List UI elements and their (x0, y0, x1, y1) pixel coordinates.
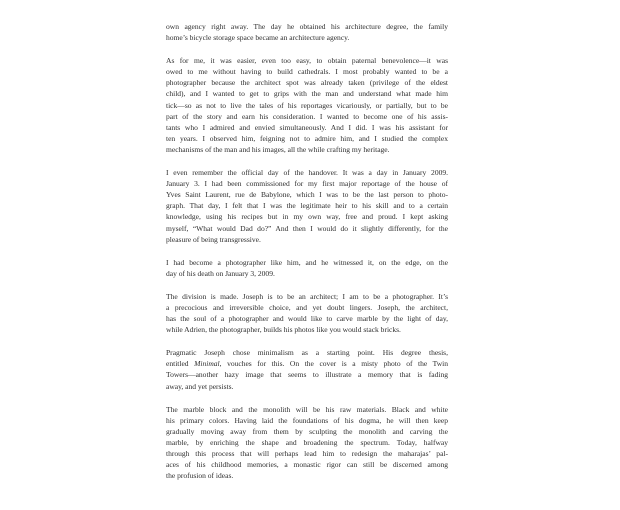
text-line: The division is made. Joseph is to be an architect; I am to be a photographer. It’s (166, 291, 448, 301)
text-line: Yves Saint Laurent, rue de Babylone, which I was to be the last person to photo- (166, 190, 448, 200)
text-line: away, and yet persists. (166, 381, 234, 391)
text-line: part of the story and earn his consideration. I wanted to become one of his assis- (166, 111, 448, 121)
text-line: aces of his childhood memories, a monastic rigor can still be discerned among (166, 460, 448, 470)
text-line: myself, “What would Dad do?” And then I would do it slightly differently, for the (166, 223, 448, 233)
text-line: the profusion of ideas. (166, 471, 234, 481)
text-line: January 3. I had been commissioned for my first major reportage of the house of (166, 179, 448, 189)
text-line: graph. That day, I felt that I was the legitimate heir to his skill and to a certain (166, 201, 448, 211)
paragraph (166, 257, 448, 279)
paragraph (166, 291, 448, 335)
text-line: child), and I wanted to get to grips with the man and understand what made him (166, 89, 448, 99)
text-line: a precocious and irreversible choice, and yet doubt lingers. Joseph, the architect, (166, 302, 448, 312)
text-line: marble, by enriching the shape and broadening the spectrum. Today, halfway (166, 437, 448, 447)
text-line: I had become a photographer like him, and he witnessed it, on the edge, on the (166, 257, 448, 267)
text-line: gradually moving away from them by sculpting the monolith and carving the (166, 426, 448, 436)
text-line: owed to me without having to build cathedrals. I most probably wanted to be a (166, 67, 448, 77)
text-line: I even remember the official day of the handover. It was a day in January 2009. (166, 168, 448, 178)
text-line: knowledge, using his recipes but in my own way, free and proud. I kept asking (166, 212, 448, 222)
paragraph (166, 404, 448, 482)
text-line: day of his death on January 3, 2009. (166, 268, 275, 278)
text-line: photographer because the architect spot was already taken (privilege of the eldest (166, 78, 448, 88)
text-line: own agency right away. The day he obtained his architecture degree, the family (166, 22, 448, 31)
text-line: tants who I admired and envied simultaneously. And I did. I was his assistant for (166, 122, 448, 132)
text-line: while Adrien, the photographer, builds his photos like you would stack bricks. (166, 325, 401, 335)
text-line: mechanisms of the man and his images, all the while crafting my heritage. (166, 144, 390, 154)
text-line: As for me, it was easier, even too easy, to obtain paternal benevolence—it was (166, 56, 448, 66)
text-line: has the soul of a photographer and would like to carve marble by the light of day, (166, 314, 448, 324)
text-line: pleasure of being transgressive. (166, 234, 261, 244)
text-line: The marble block and the monolith will be his raw materials. Black and white (166, 404, 448, 414)
text-line: his primary colors. Having laid the foundations of his dogma, he will then keep (166, 415, 448, 425)
thesis-title: Minimal (194, 359, 220, 369)
paragraph (166, 21, 448, 43)
body-text (166, 21, 448, 481)
text-line: ten years. I observed him, feigning not to admire him, and I studied the complex (166, 133, 448, 143)
text-line-with-italic-title: entitled Minimal, vouches for this. On the cover is a misty photo of the Twin (166, 359, 448, 369)
text-line: home’s bicycle storage space became an architecture agency. (166, 33, 350, 43)
paragraph (166, 347, 448, 391)
text-line: Pragmatic Joseph chose minimalism as a starting point. His degree thesis, (166, 348, 448, 358)
text-line: tick—so as not to live the tales of his reportages vicariously, or partially, but to be (166, 100, 448, 110)
text-line: Towers—another hazy image that seems to illustrate a memory that is fading (166, 370, 448, 380)
paragraph (166, 55, 448, 155)
paragraph (166, 167, 448, 245)
text-line: through this process that will perhaps lead him to redesign the maharajas’ pal- (166, 449, 448, 458)
